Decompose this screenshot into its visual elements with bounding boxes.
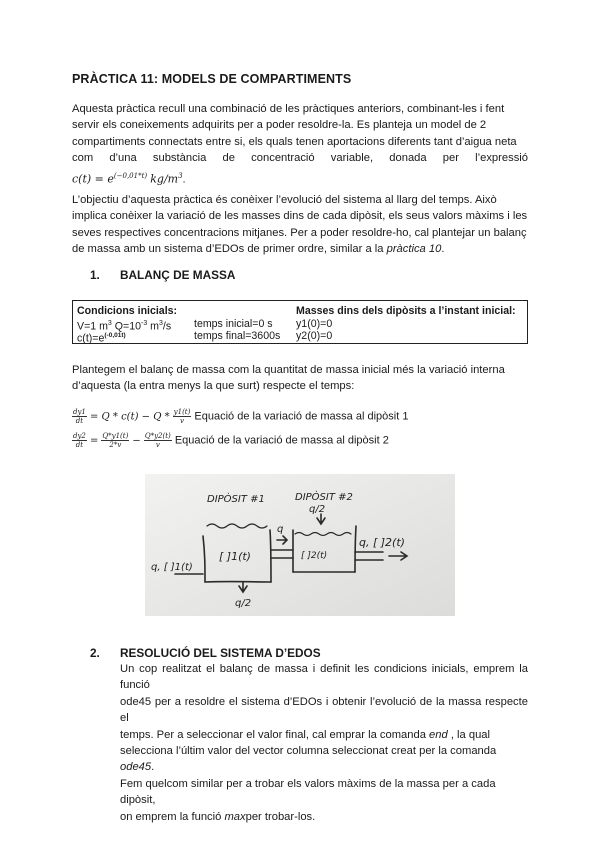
section2-line (120, 727, 528, 743)
concentration-formula (72, 168, 528, 188)
balance-line: d’aquesta (la entra menys la que surt) respecte el temps: (72, 380, 355, 393)
fraction-numerator: y1(t) (173, 408, 191, 416)
practice-10-reference: pràctica 10 (386, 243, 442, 256)
masses-header: Masses dins dels dipòsits a l’instant inicial: (296, 305, 516, 317)
intro-paragraph (72, 101, 528, 188)
concentration-base: c(t)=e (77, 332, 105, 345)
section2-line: ode45 per a resoldre el sistema d’EDOs i obtenir l’evolució de la massa respecte el (120, 695, 528, 725)
hand-drawn-tank-sketch (145, 474, 455, 616)
dy2-dt-fraction (72, 432, 87, 449)
fraction-numerator: dy1 (73, 408, 86, 416)
section2-line (120, 743, 528, 776)
fraction-denominator: v (180, 417, 184, 425)
fraction-denominator: 2*v (109, 441, 122, 449)
concentration-condition (77, 330, 126, 345)
y1-over-v-fraction (173, 408, 192, 425)
section2-number: 2. (90, 646, 100, 660)
equation-tank1 (72, 408, 408, 425)
tank2-label: DIPÒSIT #2 (295, 492, 353, 503)
section2-line4-text: selecciona l’últim valor del vector columna seleccionat creat per la comanda (120, 745, 497, 758)
volume-value: V=1 m (77, 320, 108, 333)
y1-initial: y1(0)=0 (296, 318, 333, 330)
equation2-label: Equació de la variació de massa al dipòsit 2 (174, 434, 389, 447)
formula-units: kg/m (150, 172, 179, 186)
objective-line (72, 241, 528, 257)
q-middle: q (277, 524, 284, 535)
fraction-denominator: dt (75, 441, 84, 449)
q-half-top: q/2 (309, 504, 326, 515)
ode45-command: ode45 (120, 761, 152, 774)
q-inlet: q, [ ]1(t) (151, 562, 193, 573)
q-half-bottom: q/2 (235, 598, 252, 609)
equation2-minus: − (132, 435, 141, 447)
tank1-concentration: [ ]1(t) (219, 550, 251, 563)
volume-exponent: 3 (107, 320, 112, 327)
fraction-denominator: v (155, 441, 160, 449)
flow-exponent: -3 (140, 320, 148, 327)
section1-heading: BALANÇ DE MASSA (120, 268, 236, 282)
flow-units: m (147, 320, 159, 333)
page-title: PRÀCTICA 11: MODELS DE COMPARTIMENTS (72, 72, 352, 86)
equation-tank2 (72, 432, 389, 449)
flow-value: Q=10 (111, 320, 141, 333)
fraction-numerator: Q*y1(t) (102, 432, 129, 440)
objective-line: seves respectives concentracions mitjanes. Per a poder resoldre-ho, cal plantejar un balanç (72, 226, 527, 239)
formula-end: . (182, 173, 186, 186)
y2-initial: y2(0)=0 (296, 330, 333, 342)
end-command: end (429, 728, 448, 741)
fraction-denominator: dt (75, 417, 84, 425)
section2-line3-text: temps. Per a seleccionar el valor final, cal emprar la comanda (120, 728, 430, 741)
objective-paragraph (72, 192, 528, 258)
sketch-drawing (145, 474, 455, 616)
q-y2-over-v-fraction (144, 432, 172, 449)
dy1-dt-fraction (72, 408, 87, 425)
intro-line: com d’una substància de concentració variable, donada per l’expressió (72, 152, 528, 165)
formula-units-exponent: 3 (178, 171, 183, 180)
fraction-numerator: dy2 (73, 432, 86, 440)
objective-line: implica conèixer la variació de les masses dins de cada dipòsit, els seus valors màxims i les (72, 210, 528, 223)
tank2-outlet-concentration: q, [ ]2(t) (359, 536, 405, 549)
conditions-header: Condicions inicials: (77, 305, 178, 317)
balance-paragraph (72, 362, 528, 395)
formula-exponent: (−0,01*t) (113, 171, 148, 180)
objective-line: L’objectiu d’aquesta pràctica és conèixer l’evolució del sistema al llarg del temps. Això (72, 194, 497, 206)
fraction-numerator: Q*y2(t) (144, 432, 171, 440)
section2-line: Un cop realitzat el balanç de massa i definit les condicions inicials, emprem la funció (120, 663, 528, 692)
section2-line3-end: , la qual (447, 728, 491, 741)
intro-line: Aquesta pràctica recull una combinació de les pràctiques anteriors, combinant-les i fent (72, 103, 505, 115)
intro-line: servir els coneixements adquirits per a poder resoldre-la. Es planteja un model de 2 (72, 119, 487, 132)
flow-units-per-second: /s (162, 320, 172, 333)
final-time: temps final=3600s (194, 330, 281, 342)
initial-time: temps inicial=0 s (194, 318, 273, 330)
objective-line4-text: de massa amb un sistema d’EDOs de primer ordre, similar a la (72, 243, 387, 256)
equation1-body: = Q * c(t) − Q * (89, 411, 170, 423)
section2-heading: RESOLUCIÓ DEL SISTEMA D’EDOS (120, 646, 321, 660)
intro-line: compartiments connectats entre si, els quals tenen aportacions diferents tant d’aigua neta (72, 135, 517, 148)
tank1-label: DIPÒSIT #1 (207, 494, 265, 505)
objective-line4-end: . (441, 243, 445, 256)
section2-line: Fem quelcom similar per a trobar els valors màxims de la massa per a cada dipòsit, (120, 777, 496, 807)
initial-conditions-box (72, 300, 528, 344)
equation2-equals: = (89, 435, 99, 447)
formula-lhs: c(t) = e (72, 172, 114, 186)
max-command: max (224, 810, 246, 823)
section2-line4-end: . (151, 761, 155, 774)
flow-units-exponent: 3 (159, 320, 163, 327)
section1-number: 1. (90, 268, 100, 282)
concentration-exponent: (-0,01t) (104, 332, 126, 339)
section2-line6-end: per trobar-los. (245, 810, 316, 823)
section2-line6-text: on emprem la funció (120, 810, 225, 823)
section2-paragraph (120, 661, 528, 825)
tank2-concentration: [ ]2(t) (301, 551, 328, 561)
q-y1-over-2v-fraction (101, 432, 129, 449)
section2-line (120, 809, 528, 825)
equation1-label: Equació de la variació de massa al dipòsit 1 (194, 410, 409, 423)
balance-line: Plantegem el balanç de massa com la quantitat de massa inicial més la variació interna (72, 364, 505, 376)
